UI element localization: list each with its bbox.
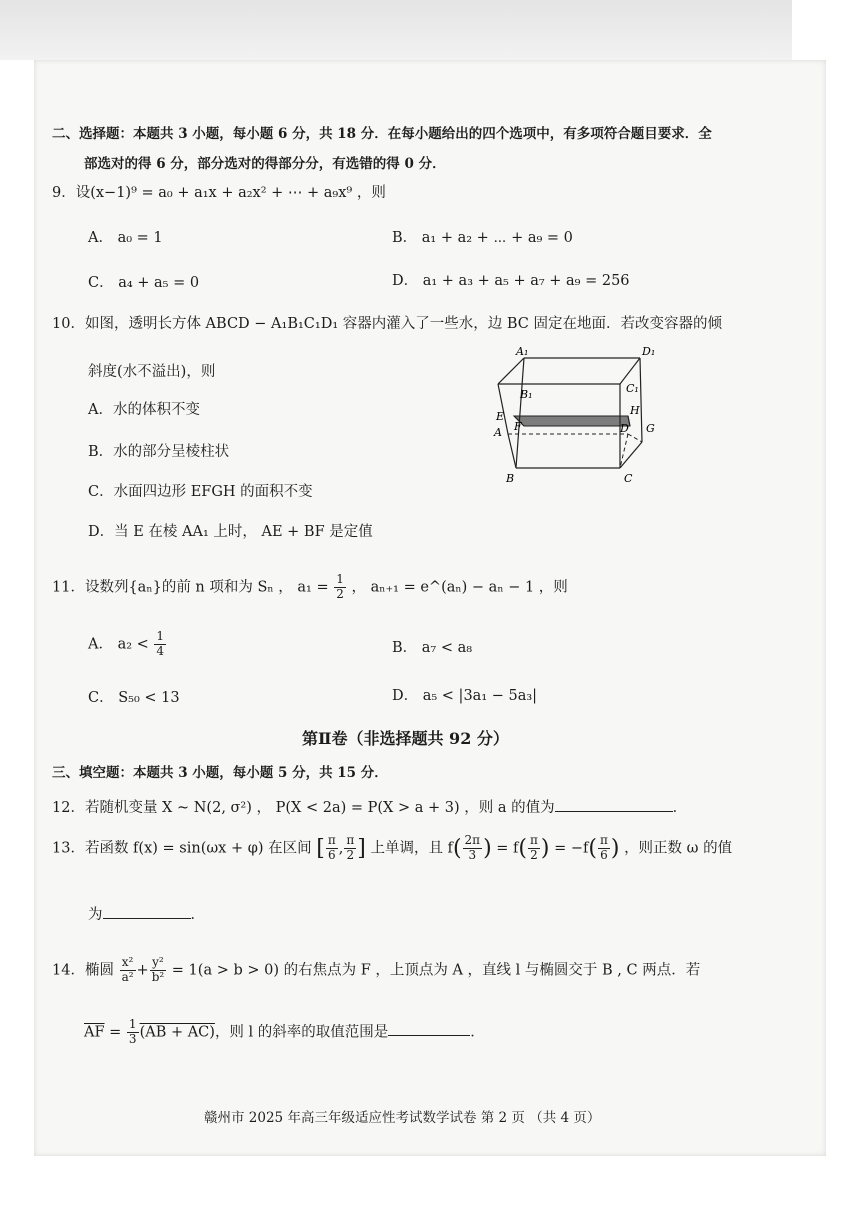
section3-title: 三、填空题：本题共 3 小题，每小题 5 分，共 15 分．	[52, 765, 388, 781]
q12-stem-text: 12．若随机变量 X ~ N(2, σ²) ， P(X < 2a) = P(X > a + 3) ，则 a 的值为	[52, 800, 555, 816]
label-h: H	[630, 404, 640, 417]
q12-answer-blank[interactable]	[555, 811, 673, 812]
q14-eq: =	[109, 1024, 122, 1041]
q9-option-d: D． a₁ + a₃ + a₅ + a₇ + a₉ = 256	[392, 273, 630, 289]
q13-stem-cont	[88, 903, 205, 924]
exam-page	[34, 60, 826, 1156]
q14-vector-af: $\overline{AF}$	[84, 1024, 105, 1041]
label-a1: A₁	[516, 345, 529, 358]
q13-bracket-close: ]	[357, 835, 366, 861]
q14-y-num: y²	[150, 956, 167, 971]
q13-stem: 13．若函数 f(x) = sin(ωx + φ) 在区间 [ $\frac{\pi}{6}$ , $\frac{\pi}{2}$ ] 上单调，且 f( $\frac{2\pi}{3}$ ) = f( $\frac{\pi}{2}$ ) = −f( $\frac{\pi}{6}$ ) ，则正数 ω 的值	[52, 833, 733, 862]
q11-option-d: D． a₅ < |3a₁ − 5a₃|	[392, 688, 538, 704]
q13-int-b-den: 2	[346, 847, 355, 862]
q13-int-a-num: π	[327, 833, 336, 847]
q14-plus: +	[136, 962, 149, 979]
section2-title: 二、选择题：本题共 3 小题，每小题 6 分，共 18 分．在每小题给出的四个选项中，有多项符合题目要求．全	[52, 126, 712, 142]
q11-frac-num: 1	[336, 572, 344, 586]
q10-stem: 10．如图，透明长方体 ABCD − A₁B₁C₁D₁ 容器内灌入了一些水，边 BC 固定在地面．若改变容器的倾	[52, 316, 722, 332]
q10-stem-cont: 斜度(水不溢出)，则	[88, 364, 216, 380]
q13-stem-a: 13．若函数 f(x) = sin(ωx + φ) 在区间	[52, 840, 312, 857]
q13-stem-b: 上单调，且 f	[370, 840, 453, 857]
q14-stem-b: = 1(a > b > 0) 的右焦点为 F ，上顶点为 A ，直线 l 与椭圆交于 B , C 两点．若	[171, 962, 701, 979]
q14-x-frac	[120, 956, 136, 985]
q13-f2	[528, 834, 540, 863]
q11-stem-b: ， aₙ₊₁ = e^(aₙ) − aₙ − 1 ，则	[351, 579, 568, 596]
label-g: G	[646, 422, 655, 435]
label-a: A	[494, 426, 502, 439]
q13-stem-e: ，则正数 ω 的值	[624, 840, 733, 857]
label-d: D	[620, 422, 629, 435]
q11-option-a	[88, 630, 167, 659]
q11-option-a-den: 4	[156, 643, 165, 658]
q13-paren: (	[452, 835, 462, 861]
q13-answer-blank[interactable]	[103, 918, 191, 919]
q11-frac-den: 2	[336, 586, 344, 601]
q13-f1-den: 3	[468, 847, 477, 862]
q11-option-c: C． S₅₀ < 13	[88, 690, 180, 706]
q11-option-b: B． a₇ < a₈	[392, 640, 473, 656]
q14-x-den: a²	[121, 969, 134, 984]
label-f: F	[514, 420, 522, 433]
q14-cont: ，则 l 的斜率的取值范围是	[214, 1024, 389, 1041]
q13-stem-d: = −f	[554, 840, 589, 857]
q13-int-b	[344, 834, 356, 863]
q14-vector-sum: (AB + AC)	[139, 1024, 215, 1041]
q14-end: ．	[470, 1024, 485, 1041]
q13-f2-num: π	[530, 833, 538, 847]
q9-option-b: B． a₁ + a₂ + ⋯ + a₉ = 0	[392, 230, 573, 246]
q12-stem	[52, 796, 687, 817]
q14-stem-a: 14．椭圆	[52, 962, 114, 979]
q13-f3	[598, 834, 610, 863]
q13-paren: )	[610, 835, 620, 861]
q13-int-b-num: π	[346, 833, 355, 847]
label-b1: B₁	[520, 388, 533, 401]
q14-coef	[127, 1018, 139, 1047]
q14-y-frac	[150, 956, 167, 985]
q9-option-a: A． a₀ = 1	[88, 230, 163, 246]
q13-cont: 为	[88, 907, 103, 923]
q10-option-a: A．水的体积不变	[88, 402, 200, 418]
label-c: C	[624, 472, 633, 485]
q12-end: ．	[672, 800, 688, 816]
q13-int-a	[326, 834, 338, 863]
q14-coef-den: 3	[128, 1031, 137, 1046]
q14-answer-blank[interactable]	[388, 1035, 470, 1036]
part2-heading: 第Ⅱ卷（非选择题共 92 分）	[302, 729, 509, 748]
scan-top-shade	[0, 0, 792, 60]
label-c1: C₁	[626, 382, 639, 395]
water-surface-efgh	[514, 416, 630, 426]
section2-title-cont: 部选对的得 6 分，部分选对的得部分分，有选错的得 0 分．	[84, 156, 446, 172]
q13-f3-den: 6	[600, 847, 608, 862]
q11-option-a-frac	[154, 630, 166, 659]
cuboid-figure	[480, 342, 680, 492]
q13-paren: (	[588, 835, 597, 861]
page-footer: 赣州市 2025 年高三年级适应性考试数学试卷 第 2 页 （共 4 页）	[204, 1110, 601, 1126]
q13-int-a-den: 6	[327, 847, 336, 862]
label-d1: D₁	[642, 345, 656, 358]
label-b: B	[506, 472, 515, 485]
q11-stem	[52, 573, 568, 602]
q9-stem: 9．设(x−1)⁹ = a₀ + a₁x + a₂x² + ⋯ + a₉x⁹ ，则	[52, 185, 386, 201]
q14-coef-num: 1	[128, 1017, 137, 1031]
q13-paren: )	[540, 835, 550, 861]
q10-option-c: C．水面四边形 EFGH 的面积不变	[88, 484, 313, 500]
q13-paren: (	[518, 835, 527, 861]
q14-y-den: b²	[151, 969, 165, 984]
q14-stem	[52, 956, 700, 985]
q13-paren: )	[483, 835, 492, 861]
q14-x-num: x²	[120, 956, 136, 971]
q9-option-c: C． a₄ + a₅ = 0	[88, 275, 200, 291]
q13-f1-num: 2π	[464, 833, 481, 847]
label-e: E	[496, 410, 505, 423]
q14-condition	[84, 1018, 485, 1047]
q11-option-a-num: 1	[156, 629, 165, 643]
q11-stem-a: 11．设数列{aₙ}的前 n 项和为 Sₙ ， a₁ =	[52, 579, 329, 596]
q10-option-b: B．水的部分呈棱柱状	[88, 444, 230, 460]
q13-f1	[463, 834, 483, 863]
q13-end: ．	[190, 907, 205, 923]
q13-bracket-open: [	[316, 835, 325, 861]
q11-frac	[334, 573, 346, 602]
q11-option-a-pre: A． a₂ <	[88, 636, 149, 653]
q13-f2-den: 2	[530, 847, 538, 862]
q13-f3-num: π	[599, 833, 608, 847]
q13-stem-c: = f	[496, 840, 519, 857]
q10-option-d: D．当 E 在棱 AA₁ 上时， AE + BF 是定值	[88, 524, 373, 540]
